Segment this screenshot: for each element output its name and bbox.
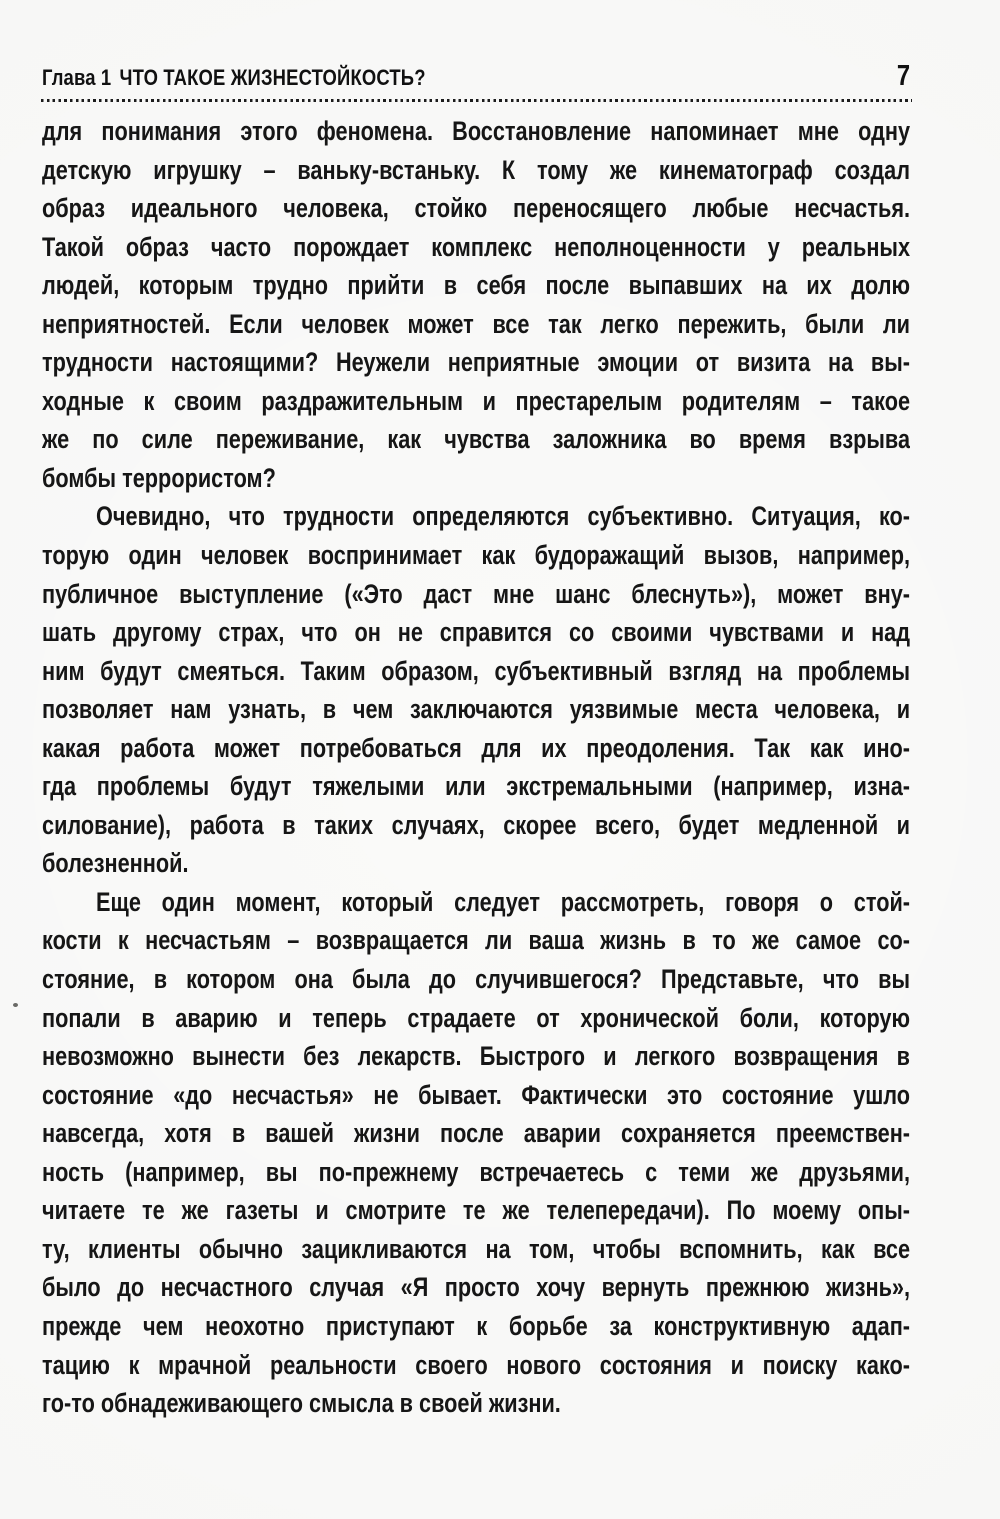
text-line: бомбы террористом? <box>42 462 276 493</box>
text-line: было до несчастного случая «Я просто хочу вернуть прежнюю жизнь», <box>42 1272 911 1303</box>
text-line: читаете те же газеты и смотрите те же телепередачи). По моему опы- <box>42 1195 911 1226</box>
text-line: Такой образ часто порождает комплекс неполноценности у реальных <box>42 231 911 262</box>
text-line: какая работа может потребоваться для их преодоления. Так как ино- <box>42 732 911 763</box>
text-line: неприятностей. Если человек может все так легко пережить, были ли <box>42 308 911 339</box>
text-line: тацию к мрачной реальности своего нового состояния и поиску како- <box>42 1349 911 1380</box>
text-line: Еще один момент, который следует рассмотреть, говоря о стой- <box>96 886 911 917</box>
text-line: детскую игрушку – ваньку-встаньку. К тому же кинематограф создал <box>42 154 911 185</box>
paragraph <box>42 883 910 1423</box>
text-line: состояние «до несчастья» не бывает. Фактически это состояние ушло <box>42 1079 911 1110</box>
text-line: ним будут смеяться. Таким образом, субъективный взгляд на проблемы <box>42 655 911 686</box>
text-line: торую один человек воспринимает как будоражащий вызов, например, <box>42 540 911 571</box>
text-line: ность (например, вы по-прежнему встречаетесь с теми же друзьями, <box>42 1156 911 1187</box>
text-line: публичное выступление («Это даст мне шанс блеснуть»), может вну- <box>42 578 911 609</box>
paragraph <box>42 497 910 882</box>
ink-speck <box>13 1003 18 1007</box>
text-line: позволяет нам узнать, в чем заключаются уязвимые места человека, и <box>42 694 911 725</box>
chapter-title: ЧТО ТАКОЕ ЖИЗНЕСТОЙКОСТЬ? <box>119 65 426 90</box>
text-line: ту, клиенты обычно зацикливаются на том, чтобы вспомнить, как все <box>42 1233 911 1264</box>
text-line: го-то обнадеживающего смысла в своей жизни. <box>42 1388 561 1419</box>
running-head <box>42 65 426 91</box>
text-line: трудности настоящими? Неужели неприятные эмоции от визита на вы- <box>42 347 911 378</box>
text-line: болезненной. <box>42 848 189 879</box>
text-line: гда проблемы будут тяжелыми или экстремальными (например, изна- <box>42 771 911 802</box>
page-number: 7 <box>896 60 911 92</box>
text-line: прежде чем неохотно приступают к борьбе за конструктивную адап- <box>42 1310 911 1341</box>
text-line: для понимания этого феномена. Восстановление напоминает мне одну <box>42 116 911 146</box>
chapter-label: Глава 1 <box>42 65 112 90</box>
text-line: невозможно вынести без лекарств. Быстрого и легкого возвращения в <box>42 1041 911 1072</box>
text-line: же по силе переживание, как чувства заложника во время взрыва <box>42 424 911 455</box>
text-line: шать другому страх, что он не справится со своими чувствами и над <box>42 617 911 648</box>
text-line: Очевидно, что трудности определяются субъективно. Ситуация, ко- <box>96 501 911 532</box>
text-line: ходные к своим раздражительным и престарелым родителям – такое <box>42 385 911 416</box>
text-line: кости к несчастьям – возвращается ли ваша жизнь в то же самое со- <box>42 925 911 956</box>
text-line: стояние, в котором она была до случившегося? Представьте, что вы <box>42 964 911 995</box>
text-line: силование), работа в таких случаях, скорее всего, будет медленной и <box>42 809 911 840</box>
page-header <box>42 60 910 93</box>
paragraph <box>42 112 910 497</box>
text-line: людей, которым трудно прийти в себя после выпавших на их долю <box>42 270 911 301</box>
body-text <box>42 112 910 1423</box>
text-line: навсегда, хотя в вашей жизни после аварии сохраняется преемствен- <box>42 1118 911 1149</box>
text-line: попали в аварию и теперь страдаете от хронической боли, которую <box>42 1002 911 1033</box>
text-line: образ идеального человека, стойко переносящего любые несчастья. <box>42 193 911 224</box>
header-divider-dotted-rule <box>41 99 912 103</box>
